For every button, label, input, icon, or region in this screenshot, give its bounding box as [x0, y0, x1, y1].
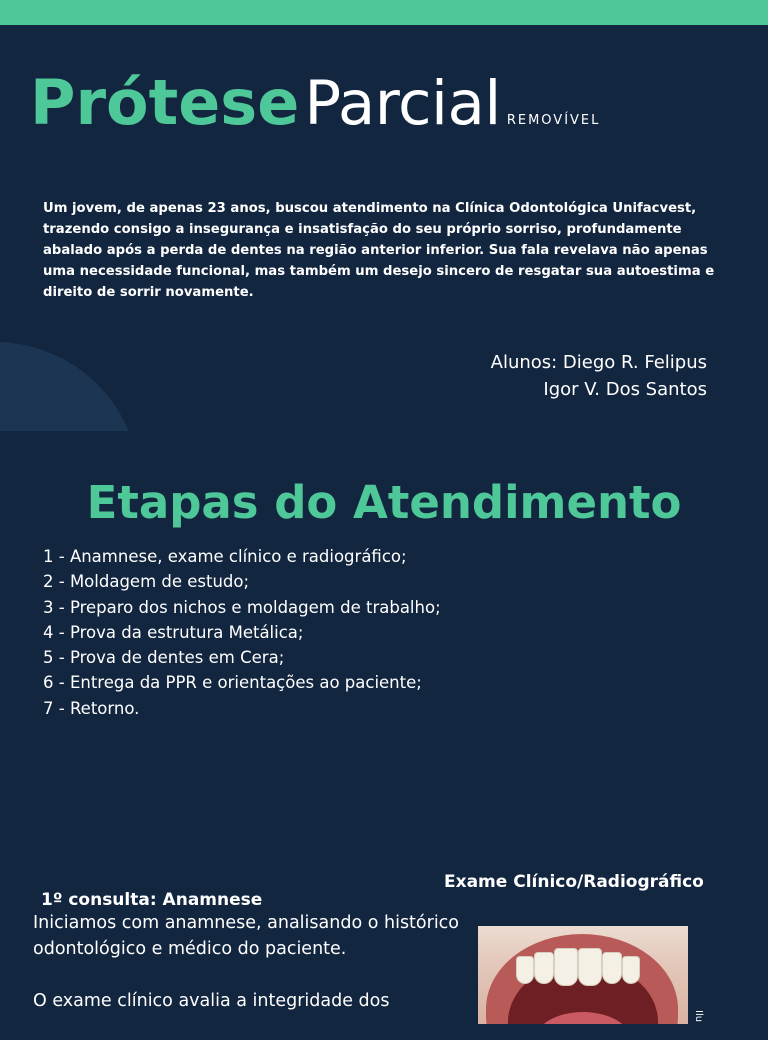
consult-paragraph-1: Iniciamos com anamnese, analisando o histórico odontológico e médico do paciente. [33, 913, 460, 959]
title-removivel: REMOVÍVEL [506, 113, 601, 128]
top-accent-bar [0, 0, 768, 25]
side-caption: Ilu [693, 1010, 704, 1023]
tooth [622, 956, 640, 984]
student-line-1: Alunos: Diego R. Felipus [490, 352, 707, 373]
intro-paragraph: Um jovem, de apenas 23 anos, buscou atendimento na Clínica Odontológica Unifacvest, trazendo consigo a insegurança e insatisfação do seu próprio sorriso, profundamente abalado após a perda de dentes na região anterior inferior. Sua fala revelava não apenas uma necessidade funcional, mas também um desejo sincero de resgatar sua autoestima e direito de sorrir novamente. [43, 201, 715, 300]
tooth [554, 948, 578, 986]
tooth [516, 956, 534, 984]
step-item: 3 - Preparo dos nichos e moldagem de trabalho; [43, 597, 441, 617]
students-block [491, 349, 707, 403]
tooth [602, 952, 622, 984]
page-title [30, 66, 601, 139]
steps-heading: Etapas do Atendimento [86, 476, 682, 529]
steps-list [43, 544, 441, 721]
tooth [578, 948, 602, 986]
consult-text [33, 910, 473, 1040]
step-item: 7 - Retorno. [43, 698, 140, 718]
consult-heading: 1º consulta: Anamnese [41, 890, 263, 910]
consult-paragraph-2: O exame clínico avalia a integridade dos [33, 991, 390, 1011]
step-item: 2 - Moldagem de estudo; [43, 572, 250, 592]
title-protese: Prótese [30, 66, 300, 139]
step-item: 5 - Prova de dentes em Cera; [43, 648, 285, 668]
title-parcial: Parcial [304, 68, 501, 139]
mouth-photo [478, 926, 688, 1024]
mouth-shape [486, 934, 678, 1024]
tooth [534, 952, 554, 984]
step-item: 6 - Entrega da PPR e orientações ao paciente; [43, 673, 422, 693]
step-item: 4 - Prova da estrutura Metálica; [43, 622, 304, 642]
exam-heading: Exame Clínico/Radiográfico [444, 872, 704, 892]
student-line-2: Igor V. Dos Santos [543, 379, 707, 400]
step-item: 1 - Anamnese, exame clínico e radiográfico; [43, 547, 407, 566]
